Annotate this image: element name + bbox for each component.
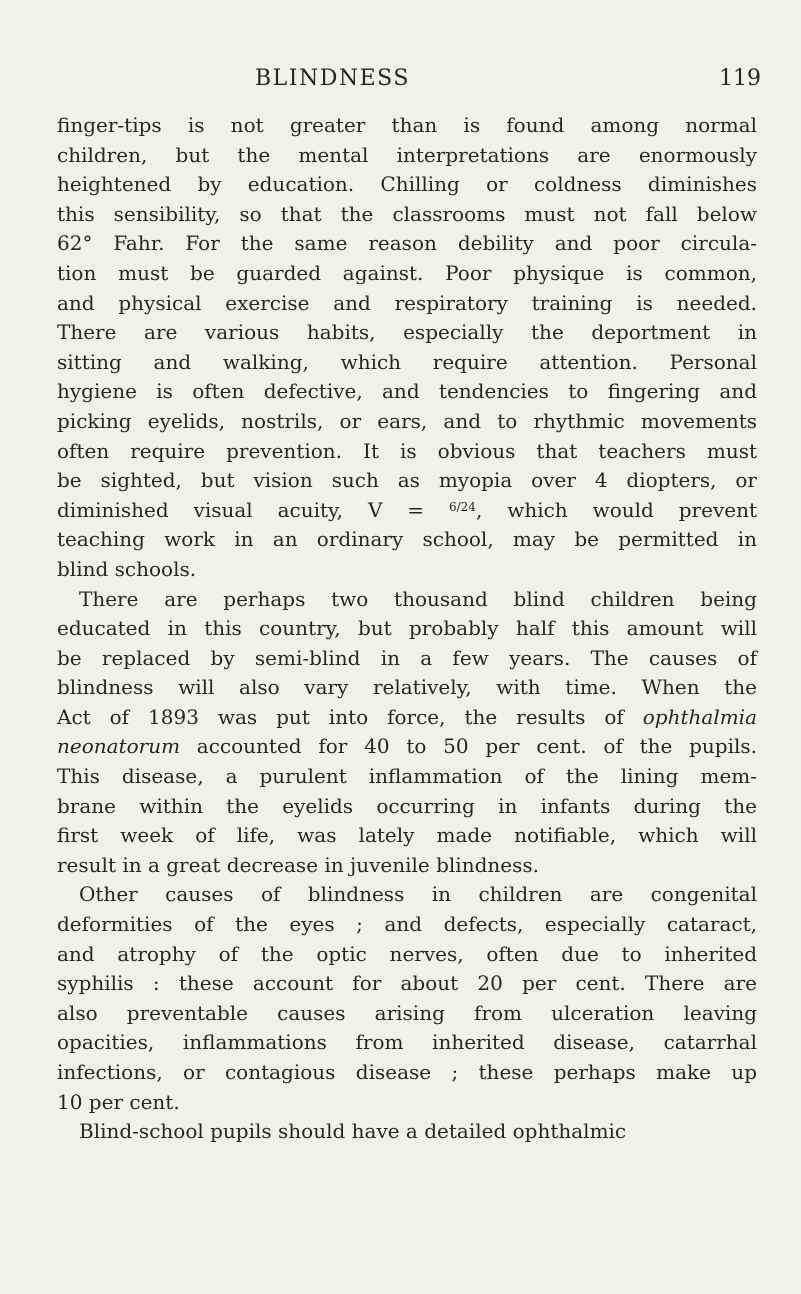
text-line [57,555,757,585]
text-line [57,821,757,851]
text-line [57,703,757,733]
line-text: educated in this country, but probably half this amount will [57,616,757,641]
line-text-after: accounted for 40 to 50 per cent. of the pupils. [180,734,757,759]
line-text: and physical exercise and respiratory training is needed. [57,290,757,315]
running-head [0,64,801,98]
text-line [57,1088,757,1118]
line-text-before: Act of 1893 was put into force, the results of [57,704,643,729]
line-text: tion must be guarded against. Poor physique is common, [57,260,757,285]
text-line [57,466,757,496]
text-line [57,525,757,555]
line-text: infections, or contagious disease ; these perhaps make up [57,1060,757,1084]
line-text: also preventable causes arising from ulceration leaving [57,1000,757,1025]
line-text: sitting and walking, which require attention. Personal [57,349,757,374]
line-text: heightened by education. Chilling or coldness diminishes [57,172,757,197]
text-line [57,880,757,910]
text-line [57,969,757,999]
line-text: finger-tips is not greater than is found among normal [57,113,757,137]
running-head-title: BLINDNESS [255,66,410,91]
line-text: this sensibility, so that the classrooms must not fall below [57,201,757,226]
line-text: first week of life, was lately made notifiable, which will [57,823,757,848]
line-text: often require prevention. It is obvious that teachers must [57,438,757,463]
line-text: blind schools. [57,556,197,581]
text-line [57,1028,757,1058]
line-text: 62° Fahr. For the same reason debility and poor circula- [57,231,757,256]
body-text [57,111,757,1147]
italic-term: neonatorum [57,734,181,759]
text-line [57,407,757,437]
text-line [57,585,757,615]
text-line [57,762,757,792]
text-line [57,111,757,141]
line-text: brane within the eyelids occurring in infants during the [57,793,757,818]
text-line [57,141,757,171]
text-line [57,1058,757,1088]
line-text: syphilis : these account for about 20 per cent. There are [57,971,757,996]
text-line [57,1117,757,1147]
text-line [57,496,757,526]
text-line [57,200,757,230]
text-line [57,999,757,1029]
text-line [57,377,757,407]
line-text: result in a great decrease in juvenile blindness. [57,852,539,877]
text-line [57,910,757,940]
text-line [57,614,757,644]
line-text: opacities, inflammations from inherited disease, catarrhal [57,1030,757,1055]
text-line [57,259,757,289]
text-line [57,289,757,319]
line-text: This disease, a purulent inflammation of the lining mem- [57,764,757,789]
line-text: teaching work in an ordinary school, may be permitted in [57,527,757,552]
line-text-after: , which would prevent [475,497,757,522]
text-line [57,170,757,200]
visual-acuity-fraction: 6/24 [448,499,476,514]
line-text: hygiene is often defective, and tendencies to fingering and [57,379,757,404]
page-number: 119 [719,66,761,91]
italic-term: ophthalmia [642,704,757,729]
text-line [57,437,757,467]
line-text: children, but the mental interpretations are enormously [57,142,757,167]
line-text: be sighted, but vision such as myopia over 4 diopters, or [57,468,757,493]
line-text: 10 per cent. [57,1089,180,1114]
text-line [57,229,757,259]
line-text: picking eyelids, nostrils, or ears, and to rhythmic movements [57,408,757,433]
line-text: deformities of the eyes ; and defects, especially cataract, [57,912,757,937]
text-line [57,940,757,970]
line-text: blindness will also vary relatively, with time. When the [57,675,757,700]
text-line [57,318,757,348]
text-line [57,348,757,378]
text-line [57,644,757,674]
text-line [57,673,757,703]
line-text: There are perhaps two thousand blind children being [79,586,757,611]
text-line [57,732,757,762]
line-text: be replaced by semi-blind in a few years. The causes of [57,645,757,670]
line-text: Other causes of blindness in children are congenital [79,882,757,907]
line-text-before: diminished visual acuity, V = [57,497,449,522]
line-text: Blind-school pupils should have a detailed ophthalmic [79,1119,627,1144]
text-line [57,792,757,822]
line-text: There are various habits, especially the deportment in [57,320,757,345]
text-line [57,851,757,881]
line-text: and atrophy of the optic nerves, often due to inherited [57,941,757,966]
